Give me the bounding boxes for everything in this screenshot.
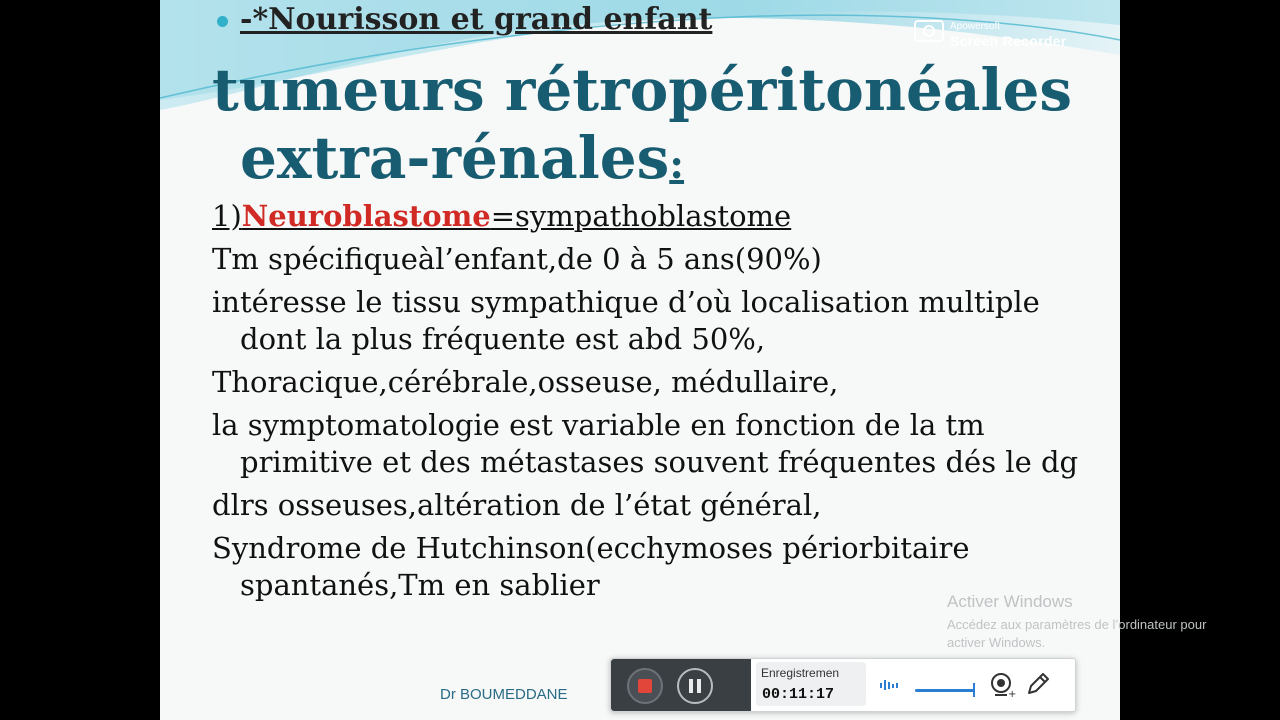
recording-status [756, 662, 866, 706]
activate-title: Activer Windows [947, 592, 1073, 611]
slide-footer-author: Dr BOUMEDDANE [440, 686, 568, 703]
title-text: extra-rénales [240, 124, 670, 192]
stop-icon[interactable] [627, 668, 663, 704]
recording-timer: 00:11:17 [762, 686, 835, 703]
audio-level-icon [879, 677, 901, 693]
slide-body [212, 198, 1112, 610]
svg-text:+: + [1008, 689, 1017, 700]
camera-icon [914, 20, 944, 42]
recorder-controls [611, 659, 751, 711]
pen-icon[interactable] [1025, 671, 1051, 697]
body-line: Tm spécifiqueàl’enfant,de 0 à 5 ans(90%) [212, 242, 822, 276]
recorder-toolbar [610, 658, 1076, 712]
slide-title-line2 [240, 124, 684, 192]
body-line-neuroblastome [212, 198, 1112, 235]
body-line: dlrs osseuses,altération de l’état général, [212, 488, 822, 522]
bullet-dot [217, 16, 228, 27]
slide-title-line1: tumeurs rétropéritonéales [212, 56, 1073, 124]
volume-slider[interactable] [915, 689, 975, 692]
title-colon: : [669, 141, 685, 188]
body-line: la symptomatologie est variable en fonction de la tm primitive et des métastases souvent fréquentes dés le dg [212, 408, 1079, 479]
activate-windows-notice [947, 592, 1247, 652]
webcam-icon[interactable] [989, 671, 1015, 699]
body-line: Syndrome de Hutchinson(ecchymoses périorbitaire spantanés,Tm en sablier [212, 531, 970, 602]
recording-status-label: Enregistremen [761, 666, 840, 680]
watermark-product: Screen Recorder [950, 33, 1067, 49]
volume-slider-handle[interactable] [973, 683, 975, 697]
activate-subtitle: Accédez aux paramètres de l’ordinateur pour activer Windows. [947, 617, 1207, 650]
watermark-brand: Apowersoft [950, 21, 1001, 32]
recorder-watermark [950, 20, 1067, 48]
line-rest: =sympathoblastome [490, 199, 792, 233]
neuroblastome-term: Neuroblastome [241, 199, 491, 233]
body-line: Thoracique,cérébrale,osseuse, médullaire, [212, 365, 839, 399]
line-prefix: 1) [212, 199, 242, 233]
body-line: intéresse le tissu sympathique d’où localisation multiple dont la plus fréquente est abd 50%, [212, 285, 1040, 356]
slide-subtitle: -*Nourisson et grand enfant [240, 2, 713, 37]
pause-icon[interactable] [677, 668, 713, 704]
